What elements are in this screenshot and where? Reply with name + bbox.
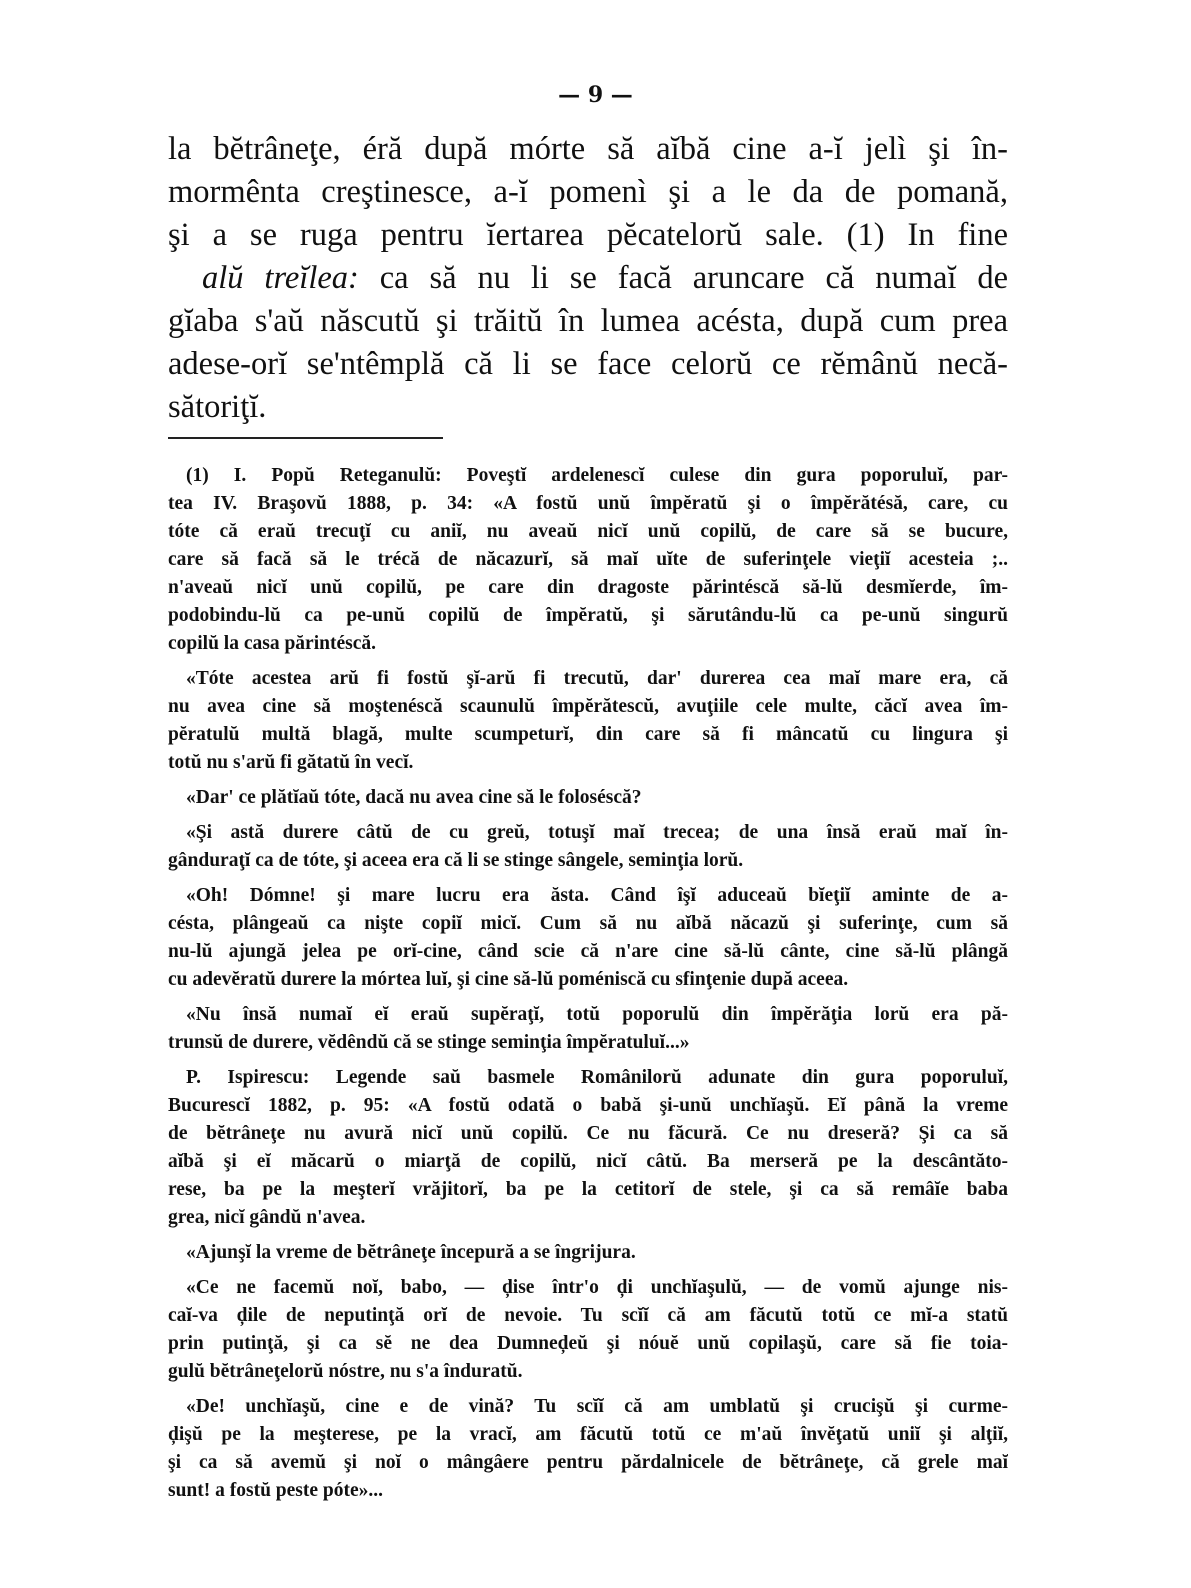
footnote-line: ḑişŭ pe la meşterese, pe la vracĭ, am făcutŭ totŭ ce m'aŭ învĕţatŭ uniĭ şi alţiĭ, (168, 1424, 1008, 1445)
main-line-rest: ca să nu li se facă aruncare că numaĭ de (358, 260, 1008, 296)
footnote-line: sunt! a fostŭ peste póte»... (168, 1480, 384, 1501)
footnote-line: «De! unchĭaşŭ, cine e de vină? Tu scĭĭ că am umblatŭ şi crucişŭ şi curme- (186, 1396, 1008, 1417)
footnote-line: «Ajunşĭ la vreme de bĕtrâneţe începură a se îngrijura. (186, 1242, 636, 1263)
main-line: gĭaba s'aŭ născutŭ şi trăitŭ în lumea acésta, după cum prea (168, 303, 1008, 339)
footnote-line: «Şi astă durere câtŭ de cu greŭ, totuşĭ maĭ trecea; de una însă eraŭ maĭ în- (186, 822, 1008, 843)
footnote-line: care să facă să le trécă de năcazurĭ, să maĭ uĭte de suferinţele vieţiĭ acesteia ;.. (168, 549, 1008, 570)
footnote-line: nu avea cine să moştenéscă scaunulŭ împĕrătescŭ, avuţiile cele multe, căcĭ avea îm- (168, 696, 1008, 717)
paragraph-gap (168, 875, 1008, 882)
footnote-line: copilŭ la casa părintéscă. (168, 633, 376, 654)
footnote-line: totŭ nu s'arŭ fi gătatŭ în vecĭ. (168, 752, 414, 773)
footnote-line: «Tóte acestea arŭ fi fostŭ şĭ-arŭ fi trecutŭ, dar' durerea cea maĭ mare era, că (186, 668, 1008, 689)
paragraph-gap (168, 812, 1008, 819)
footnote-line: nu-lŭ ajungă jelea pe orĭ-cine, când scie că n'are cine să-lŭ cânte, cine să-lŭ plângă (168, 941, 1008, 962)
paragraph-gap (168, 1057, 1008, 1064)
paragraph-gap (168, 777, 1008, 784)
main-text (168, 128, 1008, 429)
footnote-line: tóte că eraŭ trecuţĭ cu aniĭ, nu aveaŭ nicĭ unŭ copilŭ, de care să se bucure, (168, 521, 1008, 542)
footnote-line: césta, plângeaŭ ca nişte copiĭ micĭ. Cum să nu aĭbă năcazŭ şi suferinţe, cum să (168, 913, 1008, 934)
footnote-line: gulŭ bĕtrâneţelorŭ nóstre, nu s'a înduratŭ. (168, 1361, 523, 1382)
paragraph-gap (168, 1232, 1008, 1239)
footnote-line: trunsŭ de durere, vĕdêndŭ că se stinge seminţia împĕratuluĭ...» (168, 1032, 690, 1053)
footnote-line: grea, nicĭ gândŭ n'avea. (168, 1207, 366, 1228)
footnote-line: tea IV. Braşovŭ 1888, p. 34: «A fostŭ unŭ împĕratŭ şi o împĕrătésă, care, cu (168, 493, 1008, 514)
main-line: şi a se ruga pentru ĭertarea pĕcatelorŭ sale. (1) In fine (168, 217, 1008, 253)
footnote-line: şi ca să avemŭ şi noĭ o mângâere pentru părdalnicele de bĕtrâneţe, că grele maĭ (168, 1452, 1008, 1473)
main-italic-phrase: alŭ treĭlea: (202, 260, 359, 296)
footnote-separator (168, 437, 443, 439)
paragraph-gap (168, 1386, 1008, 1393)
footnote-line: rese, ba pe la meşterĭ vrăjitorĭ, ba pe la cetitorĭ de stele, şi ca să remâĭe baba (168, 1179, 1008, 1200)
footnote-block (168, 462, 1008, 1505)
footnote-line: aĭbă şi eĭ măcarŭ o miarţă de copilŭ, nicĭ câtŭ. Ba merseră pe la descântăto- (168, 1151, 1008, 1172)
main-line: adese-orĭ se'ntêmplă că li se face celorŭ ce rĕmânŭ necă- (168, 346, 1008, 382)
page-number: — 9 — (558, 82, 633, 108)
paragraph-gap (168, 994, 1008, 1001)
main-line: mormênta creştinesce, a-ĭ pomenì şi a le da de pomană, (168, 174, 1008, 210)
footnote-line: de bĕtrâneţe nu avură nicĭ unŭ copilŭ. Ce nu făcură. Ce nu dreseră? Şi ca să (168, 1123, 1008, 1144)
footnote-line: (1) I. Popŭ Reteganulŭ: Poveştĭ ardelenescĭ culese din gura poporuluĭ, par- (186, 465, 1008, 486)
footnote-line: «Ce ne facemŭ noĭ, babo, — ḑise într'o ḑi unchĭaşulŭ, — de vomŭ ajunge nis- (186, 1277, 1008, 1298)
footnote-line: pĕratulŭ multă blagă, multe scumpeturĭ, din care să fi mâncatŭ cu lingura şi (168, 724, 1008, 745)
paragraph-gap (168, 658, 1008, 665)
footnote-line: cu adevĕratŭ durere la mórtea luĭ, şi cine să-lŭ poméniscă cu sfinţenie după aceea. (168, 969, 849, 990)
paragraph-gap (168, 1267, 1008, 1274)
main-line: sătoriţĭ. (168, 389, 267, 425)
footnote-line: prin putinţă, şi ca sĕ ne dea Dumneḑeŭ şi nóuĕ unŭ copilaşŭ, care să fie toia- (168, 1333, 1008, 1354)
footnote-line: n'aveaŭ nicĭ unŭ copilŭ, pe care din dragoste părintéscă să-lŭ desmĭerde, îm- (168, 577, 1008, 598)
footnote-line: «Dar' ce plătĭaŭ tóte, dacă nu avea cine să le foloséscă? (186, 787, 642, 808)
footnote-line: gânduraţĭ ca de tóte, şi aceea era că li se stinge sângele, seminţia lorŭ. (168, 850, 744, 871)
footnote-line: «Nu însă numaĭ eĭ eraŭ supĕraţĭ, totŭ poporulŭ din împĕrăţia lorŭ era pă- (186, 1004, 1008, 1025)
main-line-mixed (168, 257, 1008, 300)
footnote-line: «Oh! Dómne! şi mare lucru era ăsta. Când îşĭ aduceaŭ bĭeţiĭ aminte de a- (186, 885, 1008, 906)
footnote-line: caĭ-va ḑile de neputinţă orĭ de nevoie. Tu scĭĭ că am făcutŭ totŭ ce mĭ-a statŭ (168, 1305, 1008, 1326)
footnote-line: Bucurescĭ 1882, p. 95: «A fostŭ odată o babă şi-unŭ unchĭaşŭ. Eĭ până la vreme (168, 1095, 1008, 1116)
footnote-line: podobindu-lŭ ca pe-unŭ copilŭ de împĕratŭ, şi sărutându-lŭ ca pe-unŭ singurŭ (168, 605, 1008, 626)
footnote-line: P. Ispirescu: Legende saŭ basmele Românilorŭ adunate din gura poporuluĭ, (186, 1067, 1008, 1088)
main-line: la bĕtrâneţe, éră după mórte să aĭbă cine a-ĭ jelì şi în- (168, 131, 1008, 167)
